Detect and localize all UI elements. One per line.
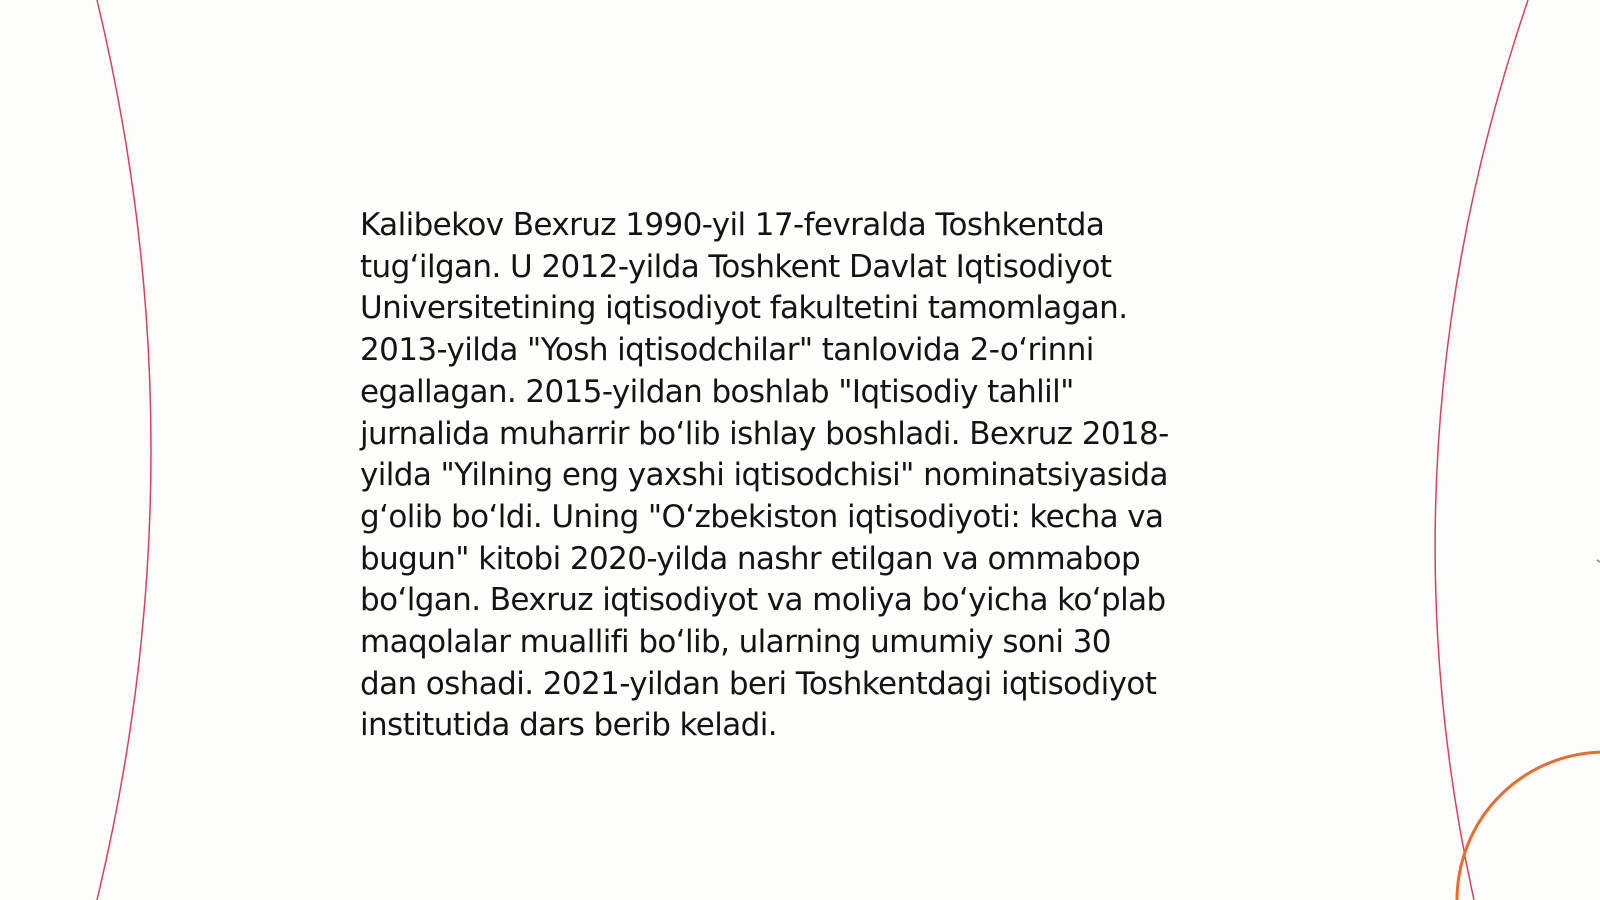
biography-paragraph: Kalibekov Bexruz 1990-yil 17-fevralda Toshkentda tug‘ilgan. U 2012-yilda Toshkent Davlat Iqtisodiyot Universitetining iqtisodiyot fakultetini tamomlagan. 2013-yilda "Yosh iqtisodchilar" tanlovida 2-o‘rinni egallagan. 2015-yildan boshlab "Iqtisodiy tahlil" jurnalida muharrir bo‘lib ishlay boshladi. Bexruz 2018- yilda "Yilning eng yaxshi iqtisodchisi" nominatsiyasida g‘olib bo‘ldi. Uning "O‘zbekiston iqtisodiyoti: kecha va bugun" kitobi 2020-yilda nashr etilgan va ommabop bo‘lgan. Bexruz iqtisodiyot va moliya bo‘yicha ko‘plab maqolalar muallifi bo‘lib, ularning umumiy soni 30 dan oshadi. 2021-yildan beri Toshkentdagi iqtisodiyot institutida dars berib keladi. <box>360 207 1169 744</box>
right-arc-line <box>1435 0 1528 900</box>
left-arc-line <box>97 0 151 900</box>
orange-circle-accent <box>1457 752 1600 900</box>
